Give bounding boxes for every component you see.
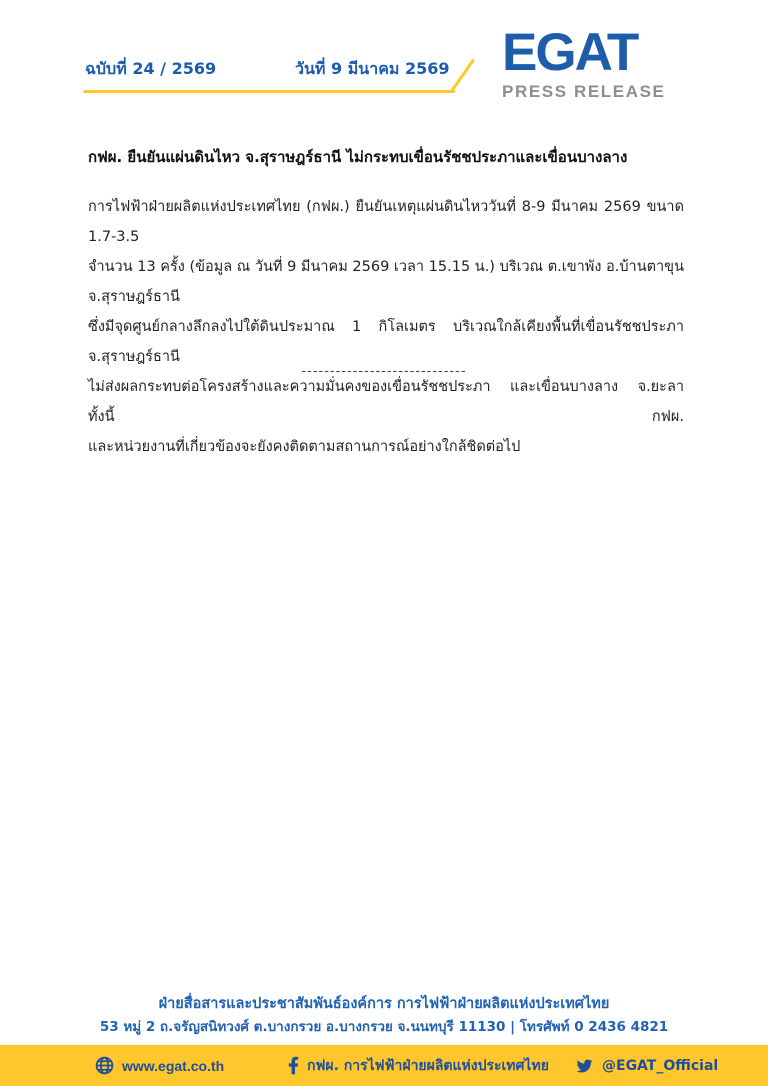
footer-address-line: 53 หมู่ 2 ถ.จรัญสนิทวงศ์ ต.บางกรวย อ.บางกรวย จ.นนทบุรี 11130 | โทรศัพท์ 0 2436 4821 [99, 1019, 669, 1035]
header-underline-diagonal [451, 59, 475, 92]
header-underline [83, 90, 455, 93]
globe-icon [95, 1056, 114, 1075]
egat-logo-text: EGAT [502, 23, 638, 82]
release-date: วันที่ 9 มีนาคม 2569 [295, 59, 450, 78]
article-title: กฟผ. ยืนยันแผ่นดินไหว จ.สุราษฎร์ธานี ไม่กระทบเขื่อนรัชชประภาและเขื่อนบางลาง [88, 148, 628, 166]
section-separator: ----------------------------- [301, 364, 467, 379]
article-body-line: และหน่วยงานที่เกี่ยวข้องจะยังคงติดตามสถานการณ์อย่างใกล้ชิดต่อไป [88, 439, 521, 455]
website-link[interactable] [95, 1045, 224, 1086]
footer-department-line: ฝ่ายสื่อสารและประชาสัมพันธ์องค์การ การไฟฟ้าฝ่ายผลิตแห่งประเทศไทย [158, 996, 610, 1012]
twitter-link[interactable] [575, 1045, 718, 1086]
article-body [88, 192, 684, 462]
article-body-line: ซึ่งมีจุดศูนย์กลางลึกลงไปใต้ดินประมาณ 1 กิโลเมตร บริเวณใกล้เคียงพื้นที่เขื่อนรัชชประภา จ.สุราษฎร์ธานี [88, 319, 684, 365]
facebook-icon [288, 1056, 299, 1075]
egat-logo [502, 23, 692, 102]
issue-number: ฉบับที่ 24 / 2569 [85, 59, 217, 78]
twitter-handle: @EGAT_Official [602, 1057, 719, 1074]
website-url: www.egat.co.th [122, 1057, 225, 1074]
press-release-label: PRESS RELEASE [502, 82, 666, 101]
article-body-line: การไฟฟ้าฝ่ายผลิตแห่งประเทศไทย (กฟผ.) ยืนยันเหตุแผ่นดินไหววันที่ 8-9 มีนาคม 2569 ขนาด 1.7-3.5 [88, 199, 684, 245]
footer-social-bar [0, 1045, 768, 1086]
article-body-line: จำนวน 13 ครั้ง (ข้อมูล ณ วันที่ 9 มีนาคม 2569 เวลา 15.15 น.) บริเวณ ต.เขาพัง อ.บ้านตาขุน จ.สุราษฎร์ธานี [88, 259, 684, 305]
facebook-link[interactable] [288, 1045, 549, 1086]
twitter-bird-icon [575, 1058, 594, 1074]
article-body-line: ไม่ส่งผลกระทบต่อโครงสร้างและความมั่นคงของเขื่อนรัชชประภา และเขื่อนบางลาง จ.ยะลา ทั้งนี้ กฟผ. [88, 379, 684, 425]
facebook-page-name: กฟผ. การไฟฟ้าฝ่ายผลิตแห่งประเทศไทย [307, 1057, 549, 1074]
